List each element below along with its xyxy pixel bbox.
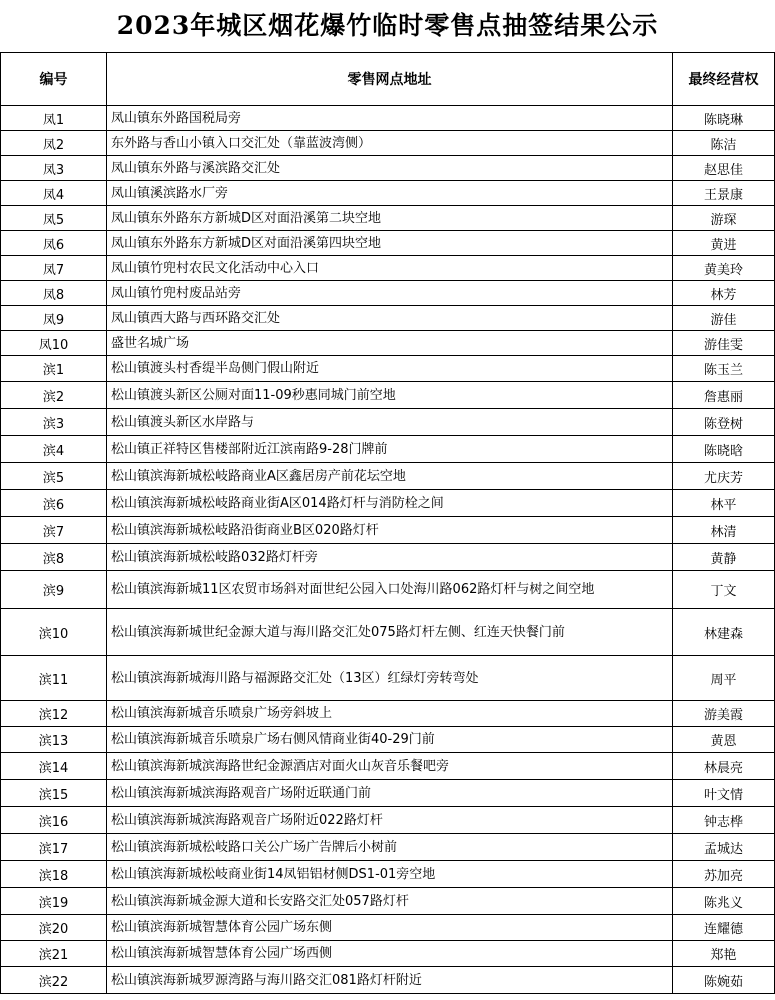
cell-address: 松山镇滨海新城音乐喷泉广场右侧风情商业街40-29门前 — [107, 727, 673, 753]
cell-no: 滨20 — [1, 915, 107, 941]
cell-owner: 陈玉兰 — [673, 356, 775, 382]
cell-address: 松山镇滨海新城滨海路观音广场附近022路灯杆 — [107, 807, 673, 834]
cell-no: 滨12 — [1, 701, 107, 727]
cell-owner: 陈晓晗 — [673, 436, 775, 463]
page-title: 2023年城区烟花爆竹临时零售点抽签结果公示 — [116, 11, 659, 40]
cell-no: 滨1 — [1, 356, 107, 382]
cell-no: 凤1 — [1, 106, 107, 131]
cell-address: 松山镇渡头新区公厕对面11-09秒惠同城门前空地 — [107, 382, 673, 409]
cell-owner: 苏加亮 — [673, 861, 775, 888]
cell-owner: 丁文 — [673, 571, 775, 609]
header-no: 编号 — [1, 53, 107, 106]
results-table — [0, 52, 775, 994]
cell-address: 松山镇滨海新城音乐喷泉广场旁斜坡上 — [107, 701, 673, 727]
table-row — [1, 281, 775, 306]
cell-no: 凤8 — [1, 281, 107, 306]
cell-owner: 钟志桦 — [673, 807, 775, 834]
cell-no: 滨7 — [1, 517, 107, 544]
cell-address: 凤山镇东外路国税局旁 — [107, 106, 673, 131]
table-row — [1, 463, 775, 490]
cell-address: 松山镇滨海新城松岐商业街14凤铝铝材侧DS1-01旁空地 — [107, 861, 673, 888]
cell-no: 滨10 — [1, 609, 107, 656]
cell-no: 滨4 — [1, 436, 107, 463]
table-row — [1, 967, 775, 994]
cell-address: 松山镇滨海新城滨海路世纪金源酒店对面火山灰音乐餐吧旁 — [107, 753, 673, 780]
table-row — [1, 181, 775, 206]
cell-no: 滨8 — [1, 544, 107, 571]
cell-address: 凤山镇东外路东方新城D区对面沿溪第二块空地 — [107, 206, 673, 231]
cell-address: 凤山镇东外路东方新城D区对面沿溪第四块空地 — [107, 231, 673, 256]
cell-no: 滨6 — [1, 490, 107, 517]
cell-no: 凤5 — [1, 206, 107, 231]
table-row — [1, 490, 775, 517]
cell-address: 松山镇滨海新城智慧体育公园广场东侧 — [107, 915, 673, 941]
cell-address: 松山镇滨海新城金源大道和长安路交汇处057路灯杆 — [107, 888, 673, 915]
table-row — [1, 517, 775, 544]
cell-owner: 陈登树 — [673, 409, 775, 436]
cell-no: 凤2 — [1, 131, 107, 156]
table-row — [1, 834, 775, 861]
cell-address: 松山镇滨海新城世纪金源大道与海川路交汇处075路灯杆左侧、红连天快餐门前 — [107, 609, 673, 656]
cell-owner: 郑艳 — [673, 941, 775, 967]
cell-owner: 黄恩 — [673, 727, 775, 753]
cell-address: 松山镇滨海新城罗源湾路与海川路交汇081路灯杆附近 — [107, 967, 673, 994]
table-row — [1, 727, 775, 753]
cell-address: 松山镇渡头新区水岸路与 — [107, 409, 673, 436]
cell-address: 东外路与香山小镇入口交汇处（靠蓝波湾侧） — [107, 131, 673, 156]
cell-address: 凤山镇竹兜村农民文化活动中心入口 — [107, 256, 673, 281]
cell-no: 凤9 — [1, 306, 107, 331]
header-address: 零售网点地址 — [107, 53, 673, 106]
cell-owner: 詹惠丽 — [673, 382, 775, 409]
table-row — [1, 861, 775, 888]
cell-no: 凤3 — [1, 156, 107, 181]
cell-address: 凤山镇东外路与溪滨路交汇处 — [107, 156, 673, 181]
table-row — [1, 231, 775, 256]
cell-address: 盛世名城广场 — [107, 331, 673, 356]
cell-owner: 赵思佳 — [673, 156, 775, 181]
cell-owner: 游佳雯 — [673, 331, 775, 356]
cell-address: 凤山镇西大路与西环路交汇处 — [107, 306, 673, 331]
table-row — [1, 409, 775, 436]
cell-owner: 黄进 — [673, 231, 775, 256]
cell-address: 松山镇滨海新城滨海路观音广场附近联通门前 — [107, 780, 673, 807]
cell-owner: 陈兆义 — [673, 888, 775, 915]
cell-no: 滨17 — [1, 834, 107, 861]
cell-address: 松山镇滨海新城智慧体育公园广场西侧 — [107, 941, 673, 967]
cell-owner: 林晨亮 — [673, 753, 775, 780]
table-row — [1, 915, 775, 941]
table-row — [1, 156, 775, 181]
cell-owner: 林芳 — [673, 281, 775, 306]
cell-owner: 游琛 — [673, 206, 775, 231]
cell-owner: 黄美玲 — [673, 256, 775, 281]
cell-no: 滨5 — [1, 463, 107, 490]
cell-no: 滨2 — [1, 382, 107, 409]
cell-address: 凤山镇溪滨路水厂旁 — [107, 181, 673, 206]
table-row — [1, 701, 775, 727]
cell-no: 滨21 — [1, 941, 107, 967]
cell-address: 松山镇正祥特区售楼部附近江滨南路9-28门牌前 — [107, 436, 673, 463]
cell-owner: 林平 — [673, 490, 775, 517]
table-row — [1, 780, 775, 807]
cell-address: 松山镇滨海新城松岐路口关公广场广告牌后小树前 — [107, 834, 673, 861]
cell-address: 松山镇滨海新城松岐路商业A区鑫居房产前花坛空地 — [107, 463, 673, 490]
cell-no: 滨19 — [1, 888, 107, 915]
table-row — [1, 544, 775, 571]
cell-owner: 陈晓琳 — [673, 106, 775, 131]
cell-owner: 陈婉茹 — [673, 967, 775, 994]
cell-address: 松山镇滨海新城松岐路商业街A区014路灯杆与消防栓之间 — [107, 490, 673, 517]
table-row — [1, 888, 775, 915]
table-row — [1, 331, 775, 356]
cell-no: 滨16 — [1, 807, 107, 834]
cell-no: 滨13 — [1, 727, 107, 753]
table-row — [1, 656, 775, 701]
cell-owner: 孟城达 — [673, 834, 775, 861]
cell-no: 凤6 — [1, 231, 107, 256]
cell-owner: 王景康 — [673, 181, 775, 206]
cell-address: 松山镇滨海新城海川路与福源路交汇处（13区）红绿灯旁转弯处 — [107, 656, 673, 701]
cell-no: 凤10 — [1, 331, 107, 356]
cell-address: 凤山镇竹兜村废品站旁 — [107, 281, 673, 306]
table-row — [1, 256, 775, 281]
table-row — [1, 131, 775, 156]
table-header-row — [1, 53, 775, 106]
cell-address: 松山镇滨海新城松岐路032路灯杆旁 — [107, 544, 673, 571]
cell-no: 滨11 — [1, 656, 107, 701]
cell-owner: 尤庆芳 — [673, 463, 775, 490]
table-row — [1, 941, 775, 967]
table-row — [1, 609, 775, 656]
table-row — [1, 436, 775, 463]
cell-no: 滨22 — [1, 967, 107, 994]
cell-owner: 黄静 — [673, 544, 775, 571]
table-row — [1, 356, 775, 382]
table-row — [1, 306, 775, 331]
table-row — [1, 206, 775, 231]
cell-address: 松山镇滨海新城松岐路沿街商业B区020路灯杆 — [107, 517, 673, 544]
table-row — [1, 753, 775, 780]
cell-address: 松山镇滨海新城11区农贸市场斜对面世纪公园入口处海川路062路灯杆与树之间空地 — [107, 571, 673, 609]
cell-no: 滨3 — [1, 409, 107, 436]
cell-address: 松山镇渡头村香缇半岛侧门假山附近 — [107, 356, 673, 382]
cell-owner: 林清 — [673, 517, 775, 544]
table-row — [1, 571, 775, 609]
table-row — [1, 106, 775, 131]
cell-owner: 周平 — [673, 656, 775, 701]
cell-no: 滨9 — [1, 571, 107, 609]
cell-owner: 游佳 — [673, 306, 775, 331]
header-owner: 最终经营权 — [673, 53, 775, 106]
cell-no: 滨15 — [1, 780, 107, 807]
cell-owner: 连耀德 — [673, 915, 775, 941]
table-row — [1, 807, 775, 834]
table-body — [1, 106, 775, 994]
cell-owner: 陈洁 — [673, 131, 775, 156]
cell-no: 凤4 — [1, 181, 107, 206]
cell-no: 凤7 — [1, 256, 107, 281]
cell-owner: 林建森 — [673, 609, 775, 656]
cell-no: 滨18 — [1, 861, 107, 888]
cell-no: 滨14 — [1, 753, 107, 780]
cell-owner: 游美霞 — [673, 701, 775, 727]
cell-owner: 叶文情 — [673, 780, 775, 807]
table-row — [1, 382, 775, 409]
